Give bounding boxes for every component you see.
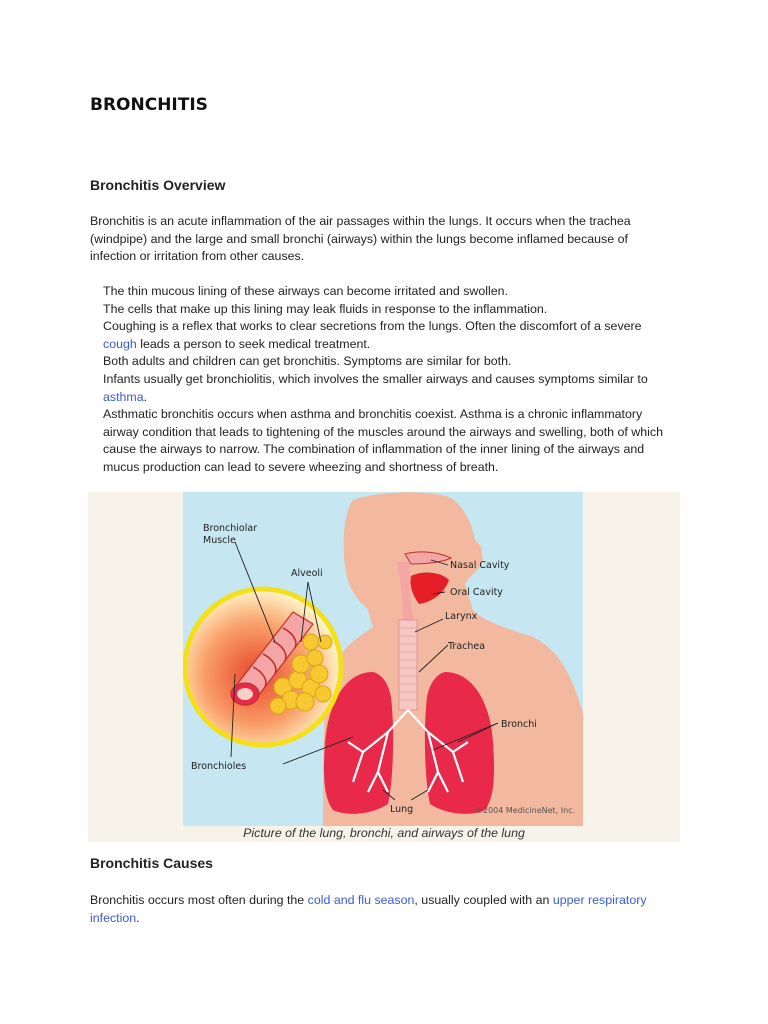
label-bronchi: Bronchi — [501, 719, 537, 730]
lung-figure — [88, 492, 680, 842]
point-infants-text: Infants usually get bronchiolitis, which involves the smaller airways and causes symptoms similar to — [103, 371, 648, 386]
label-alveoli: Alveoli — [291, 568, 323, 579]
label-bronchiolar: Bronchiolar — [203, 523, 258, 534]
upper-respiratory-infection-link[interactable]: upper respiratory infection — [90, 893, 647, 925]
label-larynx: Larynx — [445, 611, 478, 622]
cold-flu-season-link[interactable]: cold and flu season — [307, 893, 415, 907]
point-mucous-lining: The thin mucous lining of these airways can become irritated and swollen. — [103, 284, 508, 298]
point-coughing — [103, 318, 678, 353]
label-bronchioles: Bronchioles — [191, 761, 247, 772]
causes-text: Bronchitis occurs most often during the — [90, 893, 308, 907]
causes-text-end: . — [136, 910, 140, 925]
trachea-tube — [399, 620, 417, 710]
point-cells-leak: The cells that make up this lining may leak fluids in response to the inflammation. — [103, 301, 548, 316]
label-nasal-cavity: Nasal Cavity — [450, 560, 510, 571]
point-infants-text-end: . — [143, 389, 148, 404]
causes-heading: Bronchitis Causes — [90, 855, 213, 871]
point-asthmatic-bronchitis: Asthmatic bronchitis occurs when asthma and bronchitis coexist. Asthma is a chronic inflammatory airway condition that leads to tightening of the muscles around the airways and swelling, both of which cause the airways to narrow. The combination of inflammation of the inner lining of the airways and mucus production can lead to severe wheezing and shortness of breath. — [103, 407, 663, 474]
label-oral-cavity: Oral Cavity — [450, 587, 503, 598]
overview-intro: Bronchitis is an acute inflammation of the air passages within the lungs. It occurs when the trachea (windpipe) and the large and small bronchi (airways) within the lungs become inflamed because of infection or irritation from other causes. — [90, 214, 631, 264]
page-title: BRONCHITIS — [90, 95, 208, 115]
overview-points — [103, 283, 678, 477]
overview-heading: Bronchitis Overview — [90, 177, 226, 193]
figure-caption: Picture of the lung, bronchi, and airways of the lung — [243, 826, 525, 840]
point-infants — [103, 371, 678, 406]
causes-text-mid: , usually coupled with an — [414, 893, 553, 907]
asthma-link[interactable]: asthma — [103, 389, 144, 404]
label-trachea: Trachea — [448, 641, 486, 652]
cough-link[interactable]: cough — [103, 336, 137, 351]
label-muscle: Muscle — [203, 535, 236, 546]
label-lung: Lung — [390, 804, 414, 815]
lung-airway-diagram — [183, 492, 583, 826]
point-coughing-text: Coughing is a reflex that works to clear secretions from the lungs. Often the discomfort of a severe — [103, 319, 642, 334]
point-coughing-text-end: leads a person to seek medical treatment. — [136, 336, 371, 351]
bronchiole-lumen — [237, 688, 253, 700]
point-adults-children: Both adults and children can get bronchitis. Symptoms are similar for both. — [103, 354, 512, 369]
copyright-notice: ©2004 MedicineNet, Inc. — [475, 806, 576, 815]
causes-paragraph — [90, 892, 675, 927]
